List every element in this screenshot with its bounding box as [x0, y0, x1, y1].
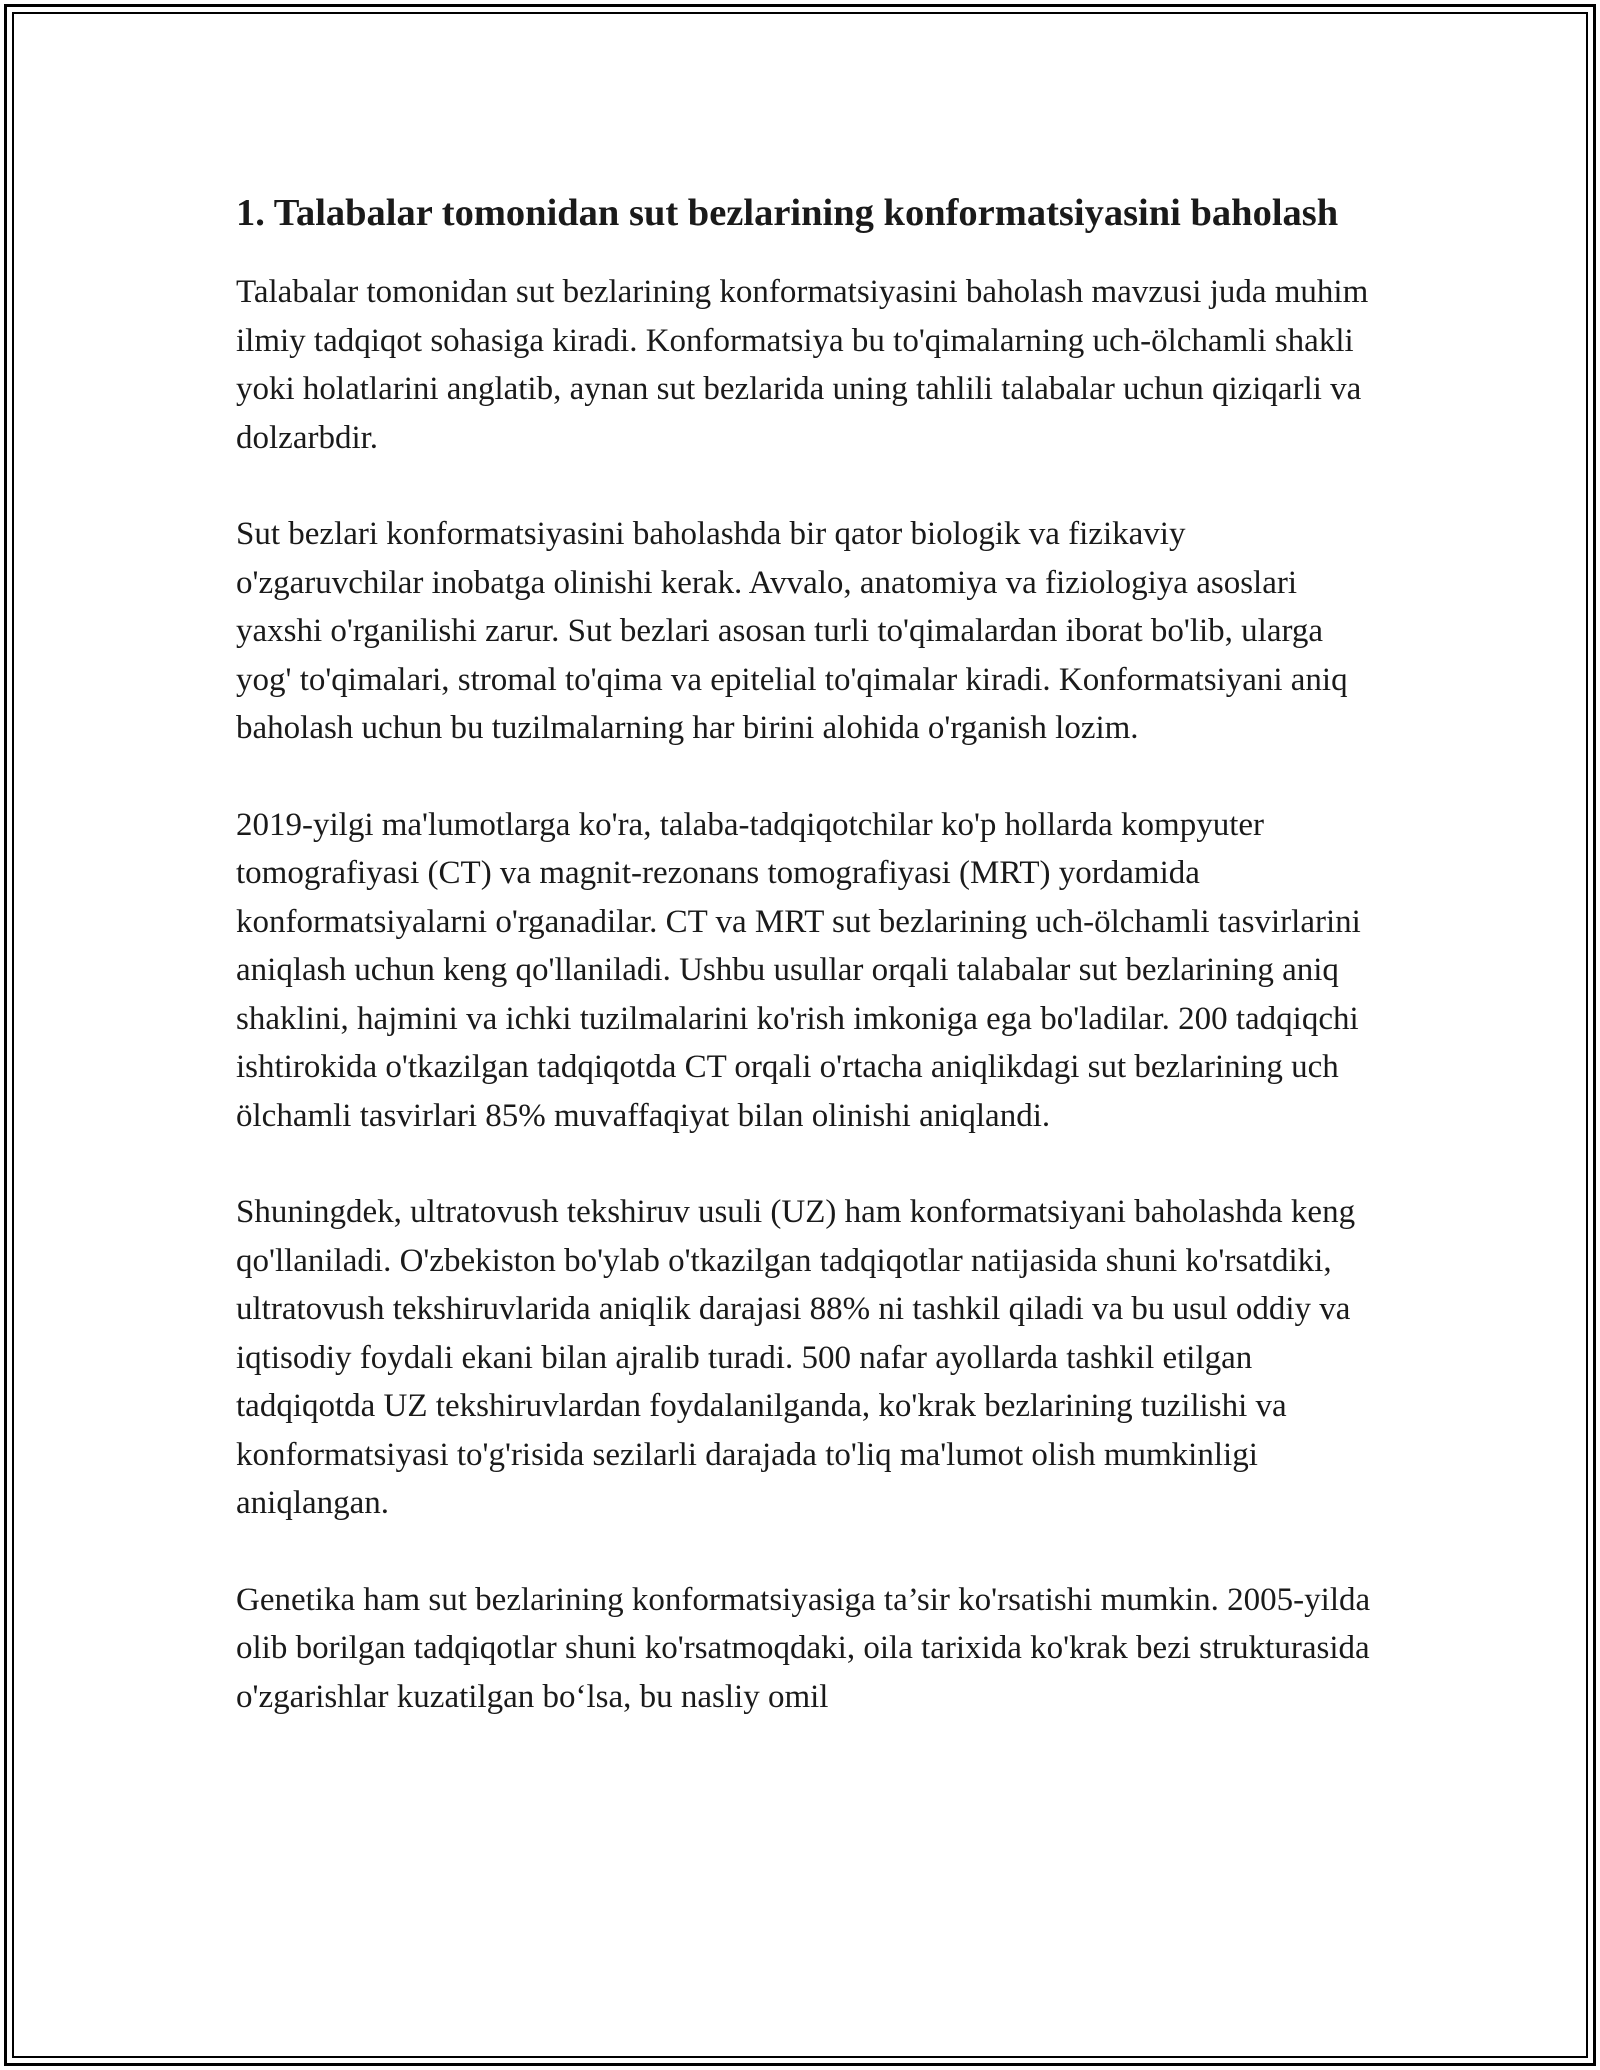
- document-body: [236, 186, 1376, 1769]
- section-heading: 1. Talabalar tomonidan sut bezlarining konformatsiyasini baholash: [236, 192, 1339, 234]
- paragraph-ultrasound: Shuningdek, ultratovush tekshiruv usuli (UZ) ham konformatsiyani baholashda keng qo'llaniladi. O'zbekiston bo'ylab o'tkazilgan tadqiqotlar natijasida shuni ko'rsatdiki, ultratovush tekshiruvlarida aniqlik darajasi 88% ni tashkil qiladi va bu usul oddiy va iqtisodiy foydali ekani bilan ajralib turadi. 500 nafar ayollarda tashkil etilgan tadqiqotda UZ tekshiruvlardan foydalanilganda, ko'krak bezlarining tuzilishi va konformatsiyasi to'g'risida sezilarli darajada to'liq ma'lumot olish mumkinligi aniqlangan.: [236, 1194, 1356, 1521]
- paragraph-genetics: Genetika ham sut bezlarining konformatsiyasiga ta’sir ko'rsatishi mumkin. 2005-yilda olib borilgan tadqiqotlar shuni ko'rsatmoqdaki, oila tarixida ko'krak bezi strukturasida o'zgarishlar kuzatilgan bo‘lsa, bu nasliy omil: [236, 1581, 1371, 1715]
- paragraph-anatomy: Sut bezlari konformatsiyasini baholashda bir qator biologik va fizikaviy o'zgaruvchilar inobatga olinishi kerak. Avvalo, anatomiya va fiziologiya asoslari yaxshi o'rganilishi zarur. Sut bezlari asosan turli to'qimalardan iborat bo'lib, ularga yog' to'qimalari, stromal to'qima va epitelial to'qimalar kiradi. Konformatsiyani aniq baholash uchun bu tuzilmalarning har birini alohida o'rganish lozim.: [236, 516, 1348, 746]
- paragraph-ct-mrt: 2019-yilgi ma'lumotlarga ko'ra, talaba-tadqiqotchilar ko'p hollarda kompyuter tomografiyasi (CT) va magnit-rezonans tomografiyasi (MRT) yordamida konformatsiyalarni o'rganadilar. CT va MRT sut bezlarining uch-ölchamli tasvirlarini aniqlash uchun keng qo'llaniladi. Ushbu usullar orqali talabalar sut bezlarining aniq shaklini, hajmini va ichki tuzilmalarini ko'rish imkoniga ega bo'ladilar. 200 tadqiqchi ishtirokida o'tkazilgan tadqiqotda CT orqali o'rtacha aniqlikdagi sut bezlarining uch ölchamli tasvirlari 85% muvaffaqiyat bilan olinishi aniqlandi.: [236, 806, 1361, 1134]
- paragraph-intro: Talabalar tomonidan sut bezlarining konformatsiyasini baholash mavzusi juda muhim ilmiy tadqiqot sohasiga kiradi. Konformatsiya bu to'qimalarning uch-ölchamli shakli yoki holatlarini anglatib, aynan sut bezlarida uning tahlili talabalar uchun qiziqarli va dolzarbdir.: [236, 274, 1369, 456]
